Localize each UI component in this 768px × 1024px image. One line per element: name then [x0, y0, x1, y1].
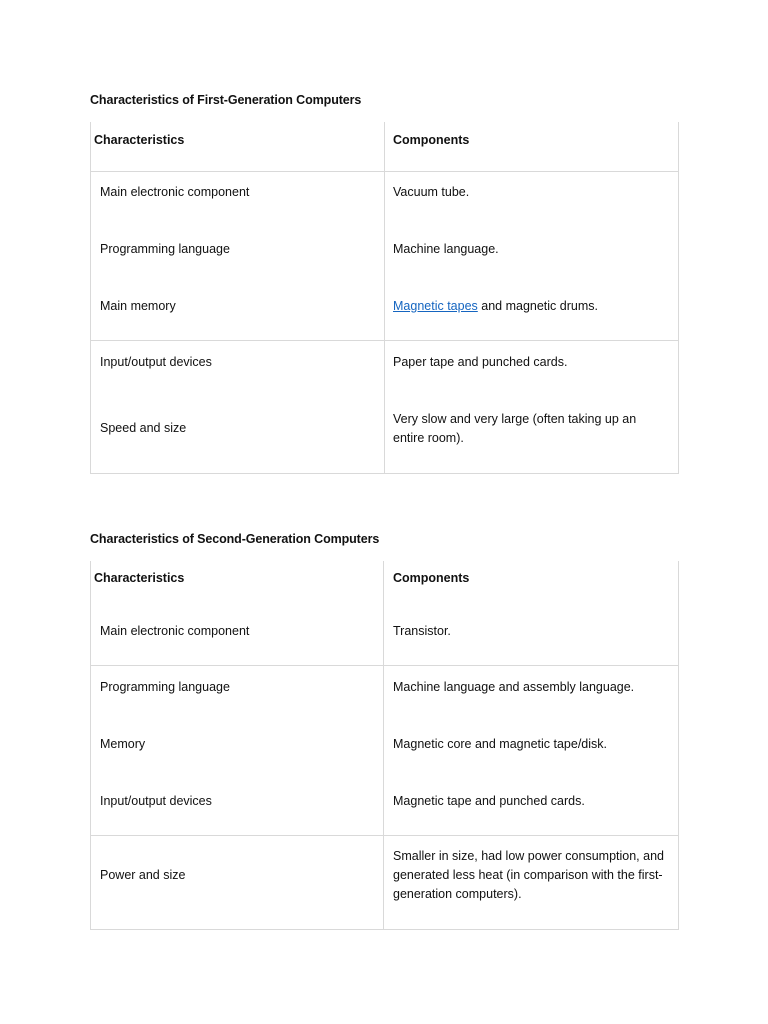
header-characteristics: Characteristics [94, 571, 185, 585]
table-cell-component: Magnetic core and magnetic tape/disk. [393, 737, 608, 751]
header-divider [90, 171, 679, 172]
magnetic-tapes-link[interactable]: Magnetic tapes [393, 299, 478, 313]
table-cell-component [393, 297, 598, 316]
second-generation-table [90, 561, 679, 930]
row-divider [90, 340, 679, 341]
header-characteristics: Characteristics [94, 133, 185, 147]
table-cell-characteristic: Speed and size [100, 421, 187, 435]
column-divider [384, 122, 385, 474]
table-cell-component: Very slow and very large (often taking up an entire room). [393, 412, 637, 445]
table-cell-component: Smaller in size, had low power consumption, and generated less heat (in comparison with the first-generation computers). [393, 849, 664, 901]
table-cell-characteristic: Main electronic component [100, 185, 250, 199]
table-cell-characteristic: Main electronic component [100, 624, 250, 638]
table-cell-characteristic: Memory [100, 737, 146, 751]
table-border-left [90, 122, 91, 474]
table-cell-characteristic: Main memory [100, 299, 176, 313]
table-cell-component: Vacuum tube. [393, 185, 470, 199]
table-cell-component: Machine language. [393, 242, 499, 256]
table-cell-characteristic: Programming language [100, 242, 230, 256]
row-divider [90, 835, 679, 836]
first-generation-table [90, 122, 679, 474]
column-divider [383, 561, 384, 930]
table-cell-characteristic: Power and size [100, 868, 186, 882]
table-cell-component: Transistor. [393, 624, 451, 638]
header-components: Components [393, 133, 470, 147]
table2-title: Characteristics of Second-Generation Computers [90, 532, 380, 546]
table-bottom-border [90, 473, 679, 474]
header-components: Components [393, 571, 470, 585]
table1-title: Characteristics of First-Generation Computers [90, 93, 362, 107]
table-cell-component: Machine language and assembly language. [393, 680, 635, 694]
table-bottom-border [90, 929, 679, 930]
table-cell-characteristic: Input/output devices [100, 794, 212, 808]
table-cell-characteristic: Input/output devices [100, 355, 212, 369]
table-border-right [678, 561, 679, 930]
table-cell-component: Magnetic tape and punched cards. [393, 794, 585, 808]
row-divider [90, 665, 679, 666]
component-text: and magnetic drums. [477, 299, 598, 313]
table-border-right [678, 122, 679, 474]
table-border-left [90, 561, 91, 930]
table-cell-characteristic: Programming language [100, 680, 230, 694]
table-cell-component: Paper tape and punched cards. [393, 355, 568, 369]
